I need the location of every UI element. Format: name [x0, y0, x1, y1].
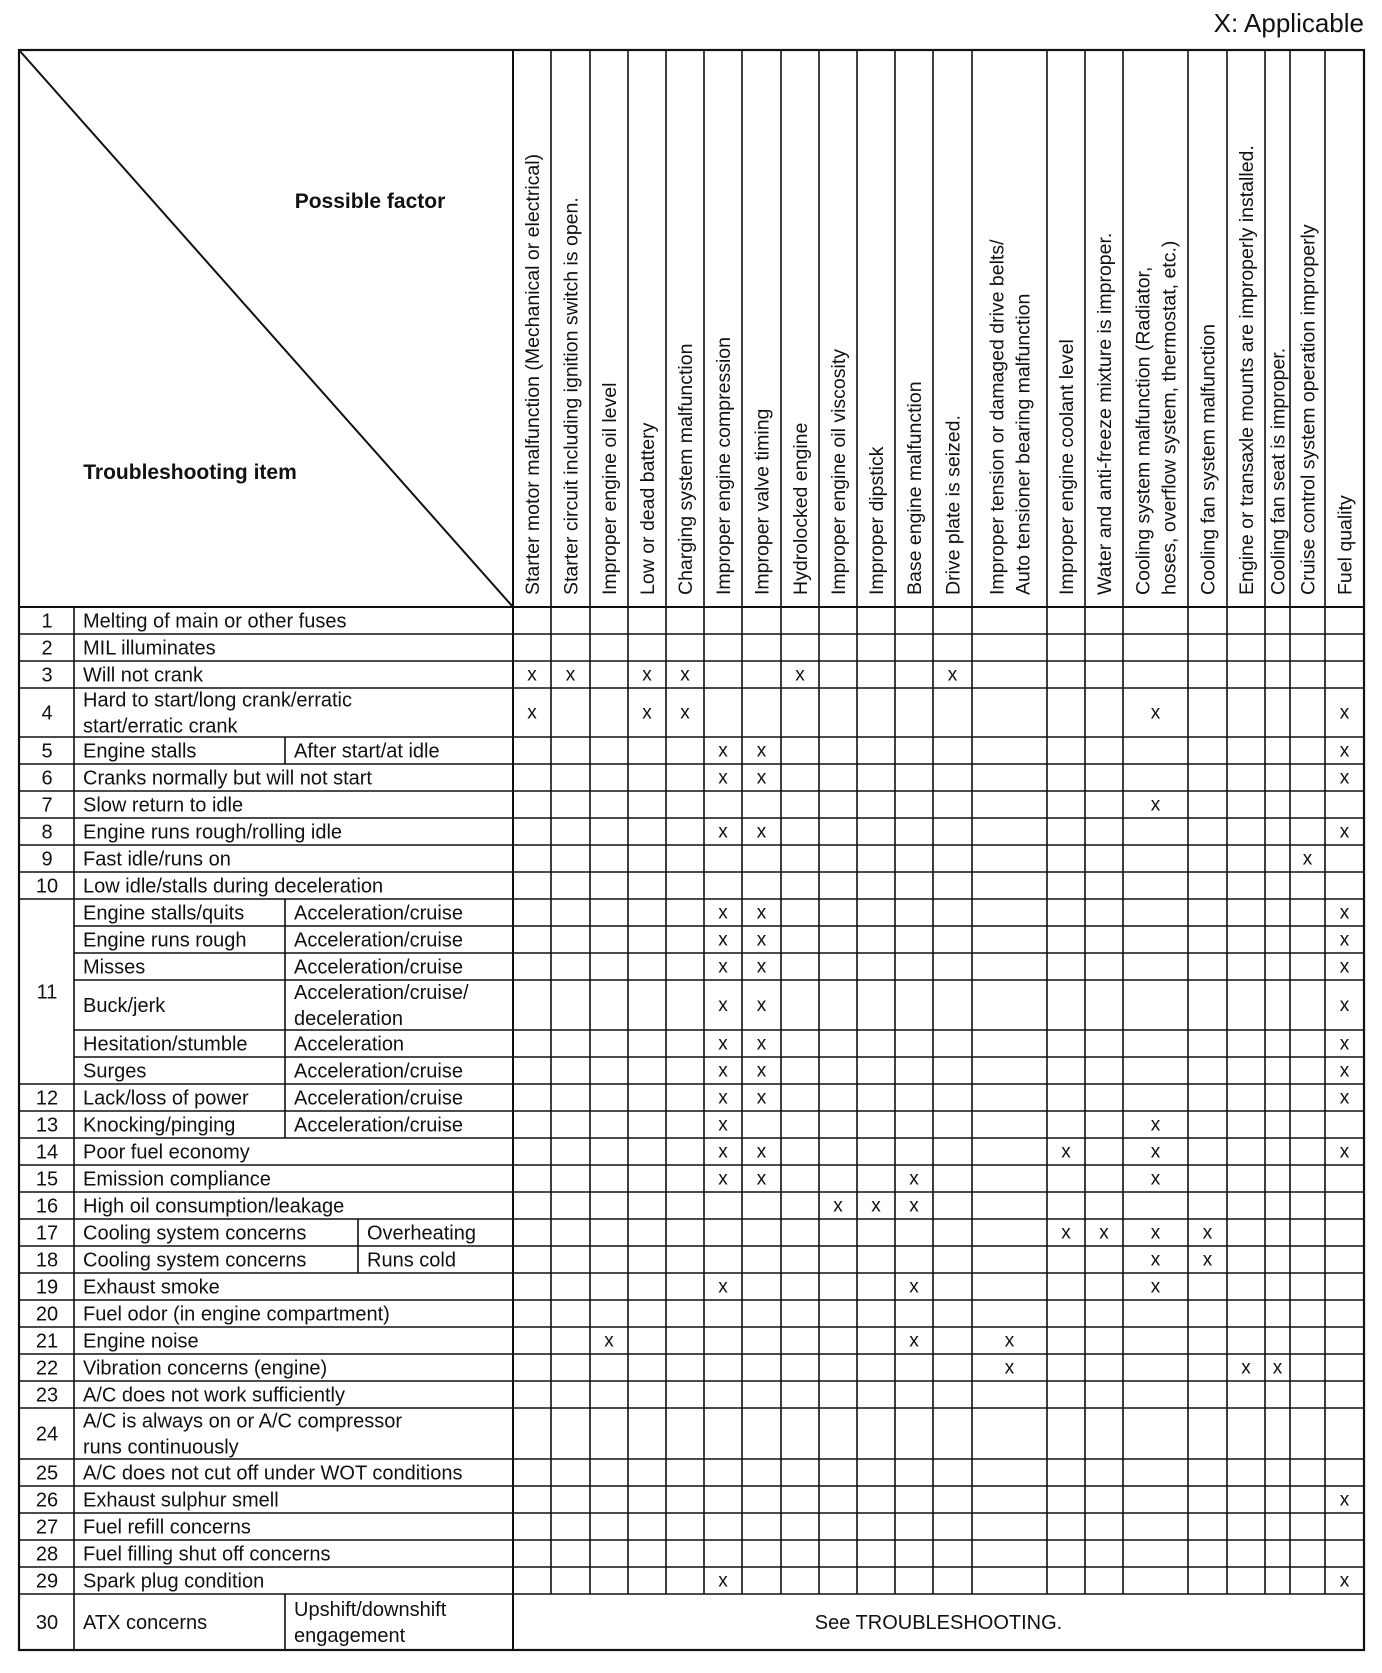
factor-label: Low or dead battery [637, 422, 659, 595]
troubleshooting-item: Fast idle/runs on [83, 848, 231, 871]
troubleshooting-item-label: Troubleshooting item [83, 461, 297, 484]
applicable-mark: x [527, 702, 537, 724]
factor-label: Starter circuit including ignition switch is open. [560, 197, 583, 595]
factor-label: Improper engine oil level [599, 382, 621, 595]
troubleshooting-item: High oil consumption/leakage [83, 1195, 345, 1218]
factor-label: Drive plate is seized. [942, 415, 965, 595]
applicable-mark: x [1061, 1141, 1071, 1163]
applicable-mark: x [756, 956, 767, 978]
factor-label: hoses, overflow system, thermostat, etc.) [1158, 240, 1181, 595]
troubleshooting-item: Vibration concerns (engine) [83, 1357, 328, 1380]
row-number: 12 [35, 1087, 59, 1110]
troubleshooting-item: MIL illuminates [83, 637, 216, 660]
row-number: 29 [35, 1570, 59, 1593]
factor-label: Fuel quality [1334, 495, 1357, 595]
factor-label: Improper engine compression [713, 337, 735, 595]
applicable-mark: x [1202, 1249, 1213, 1271]
troubleshooting-item: Engine noise [83, 1330, 199, 1353]
applicable-mark: x [756, 995, 767, 1016]
factor-label: Improper valve timing [751, 408, 774, 595]
troubleshooting-item: Fuel refill concerns [83, 1516, 251, 1539]
applicable-mark: x [1339, 821, 1350, 843]
troubleshooting-item: Cooling system concerns [83, 1249, 307, 1272]
item-condition: Acceleration [294, 1033, 405, 1056]
applicable-mark: x [642, 702, 652, 724]
row-number: 16 [35, 1195, 59, 1218]
applicable-mark: x [1150, 1222, 1161, 1244]
troubleshooting-item: Will not crank [83, 664, 204, 687]
applicable-mark: x [756, 1087, 767, 1109]
applicable-mark: x [718, 1570, 728, 1592]
applicable-mark: x [871, 1195, 881, 1217]
applicable-mark: x [718, 740, 728, 762]
item-condition: Acceleration/cruise [294, 1060, 463, 1083]
applicable-mark: x [1150, 702, 1161, 724]
applicable-mark: x [795, 664, 805, 686]
factor-label: Improper tension or damaged drive belts/ [986, 239, 1009, 595]
row-number: 7 [41, 794, 53, 817]
factor-label: Engine or transaxle mounts are improperly installed. [1236, 145, 1258, 595]
troubleshooting-item: Engine stalls/quits [83, 902, 245, 925]
legend-label: X: Applicable [1213, 8, 1364, 38]
row-number: 25 [35, 1462, 59, 1485]
troubleshooting-item: Poor fuel economy [83, 1141, 250, 1164]
applicable-mark: x [1339, 740, 1350, 762]
row-number: 23 [35, 1384, 59, 1407]
applicable-mark: x [1150, 1249, 1161, 1271]
factor-label: Improper dipstick [866, 446, 888, 595]
applicable-mark: x [756, 740, 767, 762]
applicable-mark: x [1150, 1276, 1161, 1298]
factor-label: Improper engine coolant level [1056, 339, 1078, 595]
row-number: 9 [41, 848, 53, 871]
applicable-mark: x [1339, 1087, 1350, 1109]
factor-label: Cooling fan seat is improper. [1267, 347, 1290, 595]
applicable-mark: x [1302, 848, 1313, 870]
applicable-mark: x [1339, 929, 1350, 951]
row-number: 3 [41, 664, 53, 687]
applicable-mark: x [1004, 1357, 1015, 1379]
troubleshooting-item: Fuel filling shut off concerns [83, 1543, 331, 1566]
applicable-mark: x [1099, 1222, 1109, 1244]
applicable-mark: x [1150, 1114, 1161, 1136]
applicable-mark: x [756, 1141, 767, 1163]
applicable-mark: x [642, 664, 652, 686]
troubleshooting-item: Cooling system concerns [83, 1222, 307, 1245]
applicable-mark: x [718, 1114, 728, 1136]
row-number: 10 [35, 875, 59, 898]
troubleshooting-item: Melting of main or other fuses [83, 610, 347, 633]
troubleshooting-item: Misses [83, 956, 146, 979]
troubleshooting-item: Hesitation/stumble [83, 1033, 248, 1056]
applicable-mark: x [756, 821, 767, 843]
item-condition: Acceleration/cruise [294, 902, 463, 925]
grid-line [19, 50, 513, 607]
applicable-mark: x [1150, 1141, 1161, 1163]
troubleshooting-item: Engine stalls [83, 740, 197, 763]
item-condition: Runs cold [367, 1249, 456, 1272]
row-number: 8 [41, 821, 53, 844]
applicable-mark: x [1339, 956, 1350, 978]
item-condition: Acceleration/cruise [294, 956, 463, 979]
applicable-mark: x [1150, 1168, 1161, 1190]
item-condition: Upshift/downshift [294, 1599, 447, 1621]
applicable-mark: x [756, 902, 767, 924]
row-number: 11 [36, 981, 58, 1004]
applicable-mark: x [565, 664, 576, 686]
row-number: 17 [35, 1222, 59, 1245]
applicable-mark: x [680, 702, 690, 724]
item-condition: Acceleration/cruise [294, 1087, 463, 1110]
troubleshooting-item: Engine runs rough [83, 929, 247, 952]
applicable-mark: x [1202, 1222, 1213, 1244]
applicable-mark: x [1241, 1357, 1251, 1379]
troubleshooting-item: Exhaust sulphur smell [83, 1489, 279, 1512]
row-number: 13 [35, 1114, 59, 1137]
factor-label: Cruise control system operation improperly [1297, 224, 1320, 595]
applicable-mark: x [527, 664, 537, 686]
troubleshooting-item: Fuel odor (in engine compartment) [83, 1303, 390, 1326]
factor-label: Starter motor malfunction (Mechanical or electrical) [522, 153, 544, 595]
applicable-mark: x [756, 929, 767, 951]
row-number: 21 [35, 1330, 59, 1353]
item-condition: Acceleration/cruise [294, 1114, 463, 1137]
applicable-mark: x [1339, 1060, 1350, 1082]
troubleshooting-item: Buck/jerk [83, 995, 166, 1017]
applicable-mark: x [718, 1060, 728, 1082]
troubleshooting-item: Engine runs rough/rolling idle [83, 821, 343, 844]
applicable-mark: x [756, 1033, 767, 1055]
row-number: 19 [35, 1276, 59, 1299]
applicable-mark: x [718, 956, 728, 978]
applicable-mark: x [718, 1276, 728, 1298]
factor-label: Cooling system malfunction (Radiator, [1132, 266, 1155, 595]
factor-label: Water and anti-freeze mixture is improper. [1094, 232, 1116, 595]
applicable-mark: x [1339, 995, 1350, 1016]
applicable-mark: x [718, 1087, 728, 1109]
applicable-mark: x [1339, 902, 1350, 924]
row-number: 4 [41, 702, 53, 725]
applicable-mark: x [718, 1033, 728, 1055]
row-number: 2 [41, 637, 53, 660]
see-troubleshooting-note: See TROUBLESHOOTING. [814, 1612, 1063, 1634]
troubleshooting-item: Spark plug condition [83, 1570, 265, 1593]
applicable-mark: x [1339, 767, 1350, 789]
row-number: 30 [35, 1612, 59, 1634]
item-condition: Overheating [367, 1222, 476, 1245]
row-number: 1 [41, 610, 53, 633]
troubleshooting-item: Lack/loss of power [83, 1087, 249, 1110]
applicable-mark: x [756, 1060, 767, 1082]
factor-label: Improper engine oil viscosity [828, 348, 850, 595]
applicable-mark: x [718, 995, 728, 1016]
row-number: 6 [41, 767, 53, 790]
row-number: 27 [35, 1516, 59, 1539]
applicable-mark: x [756, 767, 767, 789]
applicable-mark: x [680, 664, 690, 686]
applicable-mark: x [756, 1168, 767, 1190]
row-number: 5 [41, 740, 53, 763]
factor-label: Auto tensioner bearing malfunction [1012, 293, 1035, 595]
row-number: 22 [35, 1357, 59, 1380]
applicable-mark: x [1150, 794, 1161, 816]
applicable-mark: x [909, 1276, 919, 1298]
applicable-mark: x [1339, 1489, 1350, 1511]
row-number: 28 [35, 1543, 59, 1566]
applicable-mark: x [604, 1330, 614, 1352]
troubleshooting-item: A/C does not cut off under WOT conditions [83, 1462, 463, 1485]
applicable-mark: x [1339, 702, 1350, 724]
item-condition: engagement [294, 1625, 406, 1647]
applicable-mark: x [909, 1330, 919, 1352]
row-number: 26 [35, 1489, 59, 1512]
troubleshooting-item: Low idle/stalls during deceleration [83, 875, 384, 898]
applicable-mark: x [909, 1168, 919, 1190]
troubleshooting-item: A/C does not work sufficiently [83, 1384, 345, 1407]
factor-label: Hydrolocked engine [790, 422, 812, 595]
applicable-mark: x [909, 1195, 919, 1217]
factor-label: Cooling fan system malfunction [1197, 324, 1220, 595]
applicable-mark: x [833, 1195, 843, 1217]
row-number: 20 [35, 1303, 59, 1326]
troubleshooting-item: A/C is always on or A/C compressor [83, 1410, 402, 1433]
applicable-mark: x [718, 1168, 728, 1190]
possible-factor-label: Possible factor [294, 190, 446, 213]
applicable-mark: x [1272, 1357, 1283, 1379]
applicable-mark: x [1339, 1570, 1350, 1592]
row-number: 24 [35, 1423, 59, 1446]
applicable-mark: x [718, 1141, 728, 1163]
factor-label: Base engine malfunction [904, 381, 926, 595]
applicable-mark: x [718, 929, 728, 951]
item-condition: Acceleration/cruise/ [294, 982, 469, 1004]
applicable-mark: x [718, 821, 728, 843]
troubleshooting-item: Emission compliance [83, 1168, 271, 1191]
troubleshooting-item: runs continuously [83, 1436, 239, 1459]
applicable-mark: x [718, 902, 728, 924]
applicable-mark: x [1004, 1330, 1015, 1352]
troubleshooting-item: Hard to start/long crank/erratic [83, 689, 352, 712]
troubleshooting-item: Surges [83, 1060, 147, 1083]
applicable-mark: x [1339, 1033, 1350, 1055]
troubleshooting-item: Knocking/pinging [83, 1114, 236, 1137]
applicable-mark: x [718, 767, 728, 789]
row-number: 18 [35, 1249, 59, 1272]
troubleshooting-item: ATX concerns [83, 1612, 208, 1634]
applicable-mark: x [1061, 1222, 1071, 1244]
row-number: 14 [35, 1141, 59, 1164]
item-condition: After start/at idle [294, 740, 440, 763]
troubleshooting-item: Slow return to idle [83, 794, 244, 817]
troubleshooting-item: start/erratic crank [83, 715, 238, 738]
item-condition: deceleration [294, 1008, 403, 1030]
troubleshooting-item: Exhaust smoke [83, 1276, 220, 1299]
item-condition: Acceleration/cruise [294, 929, 463, 952]
applicable-mark: x [1339, 1141, 1350, 1163]
applicable-mark: x [947, 664, 958, 686]
troubleshooting-item: Cranks normally but will not start [83, 767, 372, 790]
row-number: 15 [35, 1168, 59, 1191]
factor-label: Charging system malfunction [675, 343, 697, 595]
